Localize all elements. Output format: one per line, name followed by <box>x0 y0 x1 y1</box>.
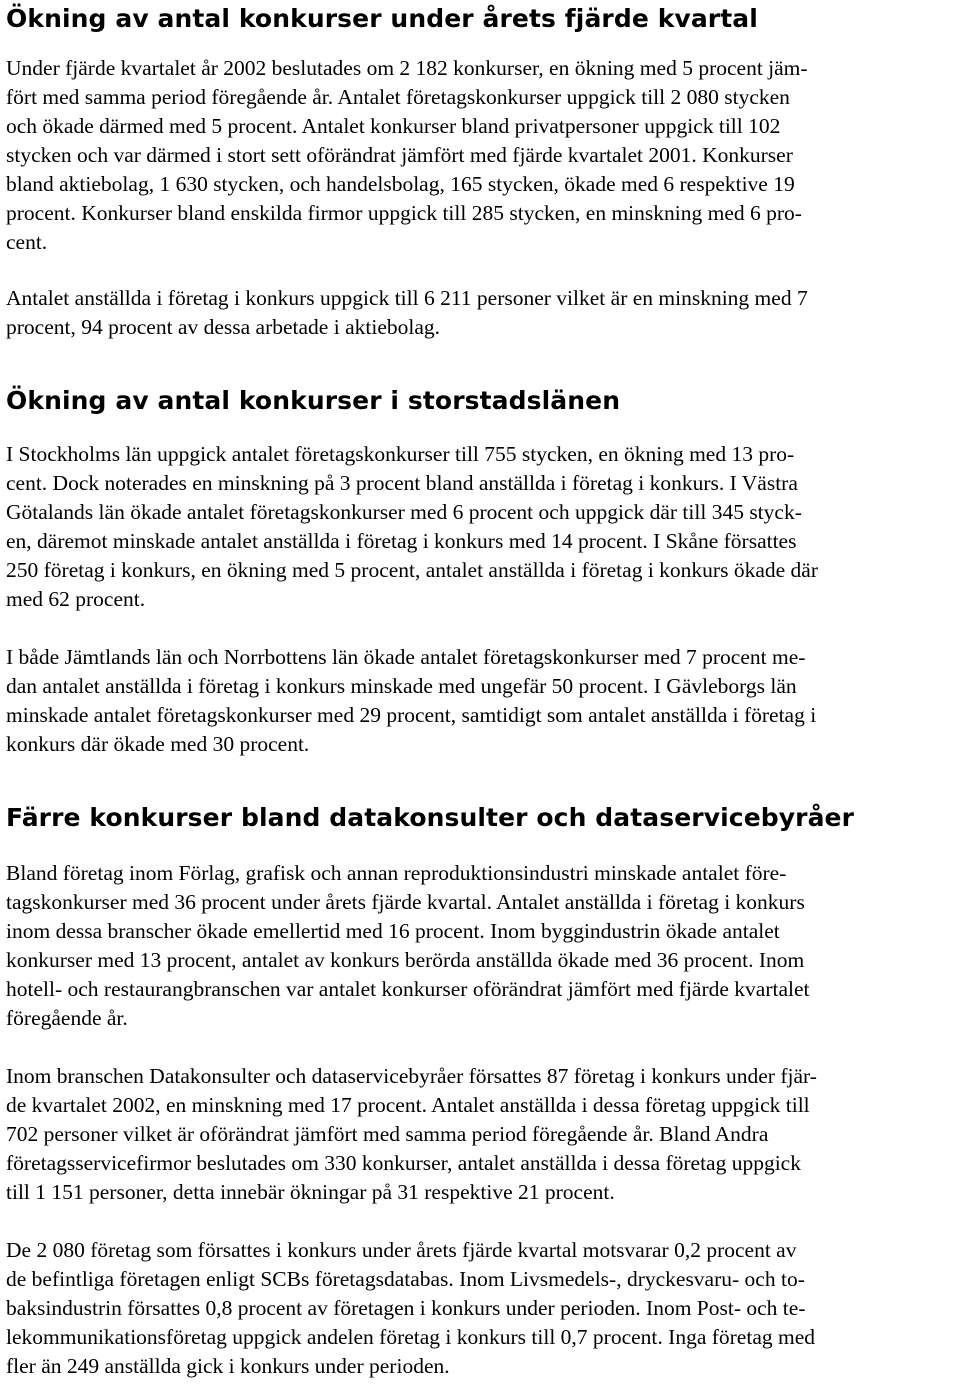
text-line: en, däremot minskade antalet anställda i företag i konkurs med 14 procent. I Skåne försattes <box>6 529 797 553</box>
paragraph <box>6 643 956 759</box>
text-line: konkurs där ökade med 30 procent. <box>6 732 310 756</box>
section-heading-metropolitan-counties: Ökning av antal konkurser i storstadslänen <box>6 386 621 415</box>
paragraph <box>6 440 956 614</box>
text-line: I Stockholms län uppgick antalet företagskonkurser till 755 stycken, en ökning med 13 pro- <box>6 442 795 466</box>
text-line: och ökade därmed med 5 procent. Antalet konkurser bland privatpersoner uppgick till 102 <box>6 114 781 138</box>
text-line: de kvartalet 2002, en minskning med 17 procent. Antalet anställda i dessa företag uppgick till <box>6 1093 810 1117</box>
text-line: procent, 94 procent av dessa arbetade i aktiebolag. <box>6 315 440 339</box>
text-line: konkurser med 13 procent, antalet av konkurs berörda anställda ökade med 36 procent. Inom <box>6 948 805 972</box>
section-heading-data-consultants: Färre konkurser bland datakonsulter och dataservicebyråer <box>6 803 855 832</box>
text-line: bland aktiebolag, 1 630 stycken, och handelsbolag, 165 stycken, ökade med 6 respektive 19 <box>6 172 795 196</box>
text-line: baksindustrin försattes 0,8 procent av företagen i konkurs under perioden. Inom Post- och te- <box>6 1296 806 1320</box>
text-line: tagskonkurser med 36 procent under årets fjärde kvartal. Antalet anställda i företag i konkurs <box>6 890 805 914</box>
paragraph <box>6 1062 956 1207</box>
text-line: stycken och var därmed i stort sett oförändrat jämfört med fjärde kvartalet 2001. Konkurser <box>6 143 793 167</box>
text-line: procent. Konkurser bland enskilda firmor uppgick till 285 stycken, en minskning med 6 pro- <box>6 201 802 225</box>
text-line: föregående år. <box>6 1006 128 1030</box>
text-line: Götalands län ökade antalet företagskonkurser med 6 procent och uppgick där till 345 styck- <box>6 500 802 524</box>
text-line: De 2 080 företag som försattes i konkurs under årets fjärde kvartal motsvarar 0,2 procent av <box>6 1238 797 1262</box>
text-line: minskade antalet företagskonkurser med 29 procent, samtidigt som antalet anställda i företag i <box>6 703 817 727</box>
text-line: 250 företag i konkurs, en ökning med 5 procent, antalet anställda i företag i konkurs ökade där <box>6 558 818 582</box>
text-line: Under fjärde kvartalet år 2002 beslutades om 2 182 konkurser, en ökning med 5 procent jäm- <box>6 56 808 80</box>
section-heading-q4-bankruptcies: Ökning av antal konkurser under årets fjärde kvartal <box>6 4 758 33</box>
text-line: företagsservicefirmor beslutades om 330 konkurser, antalet anställda i dessa företag uppgick <box>6 1151 801 1175</box>
text-line: cent. <box>6 230 48 254</box>
text-line: hotell- och restaurangbranschen var antalet konkurser oförändrat jämfört med fjärde kvartalet <box>6 977 810 1001</box>
paragraph <box>6 284 956 342</box>
text-line: fört med samma period föregående år. Antalet företagskonkurser uppgick till 2 080 stycken <box>6 85 790 109</box>
text-line: de befintliga företagen enligt SCBs företagsdatabas. Inom Livsmedels-, dryckesvaru- och to- <box>6 1267 805 1291</box>
text-line: Inom branschen Datakonsulter och dataservicebyråer försattes 87 företag i konkurs under fjär- <box>6 1064 817 1088</box>
text-line: med 62 procent. <box>6 587 146 611</box>
text-line: Bland företag inom Förlag, grafisk och annan reproduktionsindustri minskade antalet före- <box>6 861 787 885</box>
text-line: cent. Dock noterades en minskning på 3 procent bland anställda i företag i konkurs. I Västra <box>6 471 798 495</box>
text-line: fler än 249 anställda gick i konkurs under perioden. <box>6 1354 450 1378</box>
text-line: 702 personer vilket är oförändrat jämfört med samma period föregående år. Bland Andra <box>6 1122 769 1146</box>
paragraph <box>6 859 956 1033</box>
paragraph <box>6 54 956 257</box>
text-line: inom dessa branscher ökade emellertid med 16 procent. Inom byggindustrin ökade antalet <box>6 919 780 943</box>
text-line: lekommunikationsföretag uppgick andelen företag i konkurs till 0,7 procent. Inga företag med <box>6 1325 816 1349</box>
text-line: till 1 151 personer, detta innebär ökningar på 31 respektive 21 procent. <box>6 1180 615 1204</box>
paragraph <box>6 1236 956 1381</box>
text-line: I både Jämtlands län och Norrbottens län ökade antalet företagskonkurser med 7 procent me- <box>6 645 806 669</box>
text-line: dan antalet anställda i företag i konkurs minskade med ungefär 50 procent. I Gävleborgs län <box>6 674 797 698</box>
text-line: Antalet anställda i företag i konkurs uppgick till 6 211 personer vilket är en minskning med 7 <box>6 286 808 310</box>
